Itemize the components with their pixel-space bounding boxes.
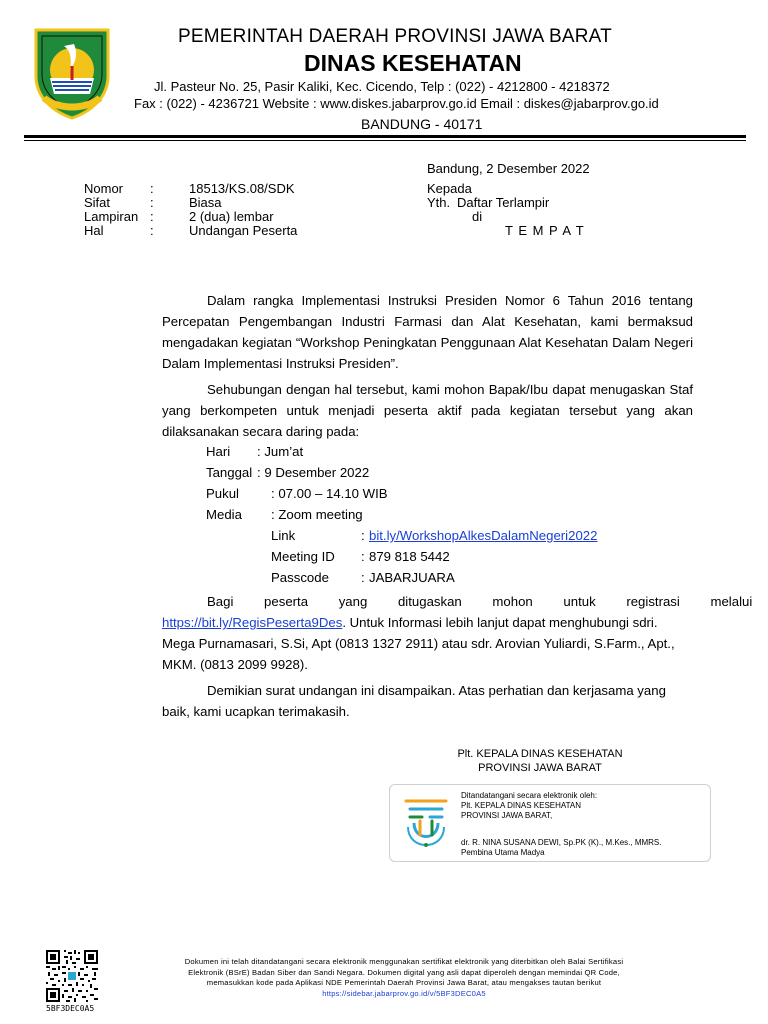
- schedule-label: Tanggal: [206, 465, 253, 480]
- electronic-signature-box: [389, 784, 711, 862]
- qr-code: [46, 950, 98, 1002]
- signer-rank: Pembina Utama Madya: [461, 848, 545, 857]
- registration-line-2: [162, 612, 693, 633]
- provincial-emblem-logo: [30, 26, 114, 120]
- field-sep: :: [150, 209, 154, 224]
- letter-date: Bandung, 2 Desember 2022: [427, 161, 590, 176]
- field-value: Biasa: [189, 195, 222, 210]
- schedule-block: [206, 441, 506, 525]
- zoom-link[interactable]: bit.ly/WorkshopAlkesDalamNegeri2022: [369, 528, 598, 543]
- agency-city: BANDUNG - 40171: [361, 116, 483, 132]
- recipient-di: di: [472, 209, 483, 224]
- paragraph-closing: [162, 680, 693, 722]
- zoom-label: Link: [271, 528, 296, 543]
- signature-box-title1: Plt. KEPALA DINAS KESEHATAN: [461, 801, 582, 810]
- registration-line-1: Bagi peserta yang ditugaskan mohon untuk registrasi melalui: [207, 594, 753, 609]
- registration-link[interactable]: https://bit.ly/RegisPeserta9Des: [162, 615, 343, 630]
- schedule-value: : Zoom meeting: [271, 507, 363, 522]
- zoom-sep: :: [361, 549, 365, 564]
- jabar-signature-logo-icon: [400, 791, 452, 855]
- signed-electronically-label: Ditandatangani secara elektronik oleh:: [461, 791, 598, 800]
- field-sep: :: [150, 223, 154, 238]
- agency-name: DINAS KESEHATAN: [304, 50, 522, 76]
- zoom-passcode: JABARJUARA: [369, 570, 455, 585]
- recipient-block: [427, 181, 627, 241]
- signature-title-line1: Plt. KEPALA DINAS KESEHATAN: [457, 748, 623, 760]
- paragraph-intro: Dalam rangka Implementasi Instruksi Presiden Nomor 6 Tahun 2016 tentang Percepatan Pengembangan Industri Farmasi dan Alat Kesehatan, kami bermaksud mengadakan kegiatan “Workshop Peningkatan Penggunaan Alat Kesehatan Dalam Negeri Dalam Implementasi Instruksi Presiden”.: [162, 293, 693, 371]
- document-code: 5BF3DEC0A5: [46, 1004, 95, 1013]
- recipient-kepada: Kepada: [427, 181, 472, 196]
- agency-contact: Fax : (022) - 4236721 Website : www.diskes.jabarprov.go.id Email : diskes@jabarprov.go.id: [134, 96, 659, 111]
- zoom-details: [271, 525, 631, 588]
- footer-disclaimer: [124, 957, 684, 999]
- recipient-name: Daftar Terlampir: [457, 195, 550, 210]
- signature-box-title2: PROVINSI JAWA BARAT,: [461, 811, 553, 820]
- paragraph-request: Sehubungan dengan hal tersebut, kami mohon Bapak/Ibu dapat menugaskan Staf yang berkompeten untuk menjadi peserta aktif pada kegiatan tersebut yang akan dilaksanakan secara daring pada:: [162, 382, 693, 439]
- closing-line-1: Demikian surat undangan ini disampaikan. Atas perhatian dan kerjasama yang: [207, 683, 666, 698]
- field-value: Undangan Peserta: [189, 223, 298, 238]
- registration-line-3: Mega Purnamasari, S.Si, Apt (0813 1327 2911) atau sdr. Arovian Yuliardi, S.Farm., Apt.,: [162, 636, 675, 651]
- recipient-yth: Yth.: [427, 195, 451, 210]
- zoom-sep: :: [361, 570, 365, 585]
- header-rule-thin: [24, 140, 746, 141]
- footer-line-2: Elektronik (BSrE) Badan Siber dan Sandi Negara. Dokumen digital yang asli dapat diperoleh dengan memindai QR Code,: [188, 967, 620, 977]
- field-value: 18513/KS.08/SDK: [189, 181, 295, 196]
- header-rule-thick: [24, 135, 746, 138]
- field-label: Nomor: [84, 181, 124, 196]
- footer-link-row: [124, 989, 684, 1000]
- zoom-label: Passcode: [271, 570, 329, 585]
- government-header: PEMERINTAH DAERAH PROVINSI JAWA BARAT: [178, 26, 612, 47]
- zoom-label: Meeting ID: [271, 549, 335, 564]
- agency-address: Jl. Pasteur No. 25, Pasir Kaliki, Kec. Cicendo, Telp : (022) - 4212800 - 4218372: [154, 79, 610, 94]
- field-sep: :: [150, 181, 154, 196]
- closing-line-2: baik, kami ucapkan terimakasih.: [162, 704, 350, 719]
- signer-name: dr. R. NINA SUSANA DEWI, Sp.PK (K)., M.Kes., MMRS.: [461, 838, 662, 847]
- field-label: Lampiran: [84, 209, 139, 224]
- field-label: Hal: [84, 223, 104, 238]
- footer-line-1: Dokumen ini telah ditandatangani secara elektronik menggunakan sertifikat elektronik yang diterbitkan oleh Balai Sertifikasi: [184, 957, 624, 966]
- registration-line-4: MKM. (0813 2099 9928).: [162, 657, 308, 672]
- schedule-value: : 07.00 – 14.10 WIB: [271, 486, 388, 501]
- registration-contact: . Untuk Informasi lebih lanjut dapat menghubungi sdri.: [342, 615, 658, 630]
- schedule-value: : 9 Desember 2022: [257, 465, 370, 480]
- schedule-label: Pukul: [206, 486, 239, 501]
- schedule-value: : Jum’at: [257, 444, 304, 459]
- paragraph-registration: [162, 591, 753, 675]
- schedule-label: Media: [206, 507, 242, 522]
- signature-title: [420, 747, 660, 775]
- field-value: 2 (dua) lembar: [189, 209, 274, 224]
- verification-link[interactable]: https://sidebar.jabarprov.go.id/v/5BF3DEC0A5: [322, 988, 486, 998]
- signature-title-line2: PROVINSI JAWA BARAT: [478, 762, 602, 774]
- recipient-place: T E M P A T: [505, 223, 585, 238]
- field-sep: :: [150, 195, 154, 210]
- footer-line-3: memasukkan kode pada Aplikasi NDE Pemerintah Daerah Provinsi Jawa Barat, atau mengakses tautan berikut: [206, 978, 602, 987]
- schedule-label: Hari: [206, 444, 231, 459]
- zoom-meeting-id: 879 818 5442: [369, 549, 450, 564]
- field-label: Sifat: [84, 195, 111, 210]
- zoom-sep: :: [361, 528, 365, 543]
